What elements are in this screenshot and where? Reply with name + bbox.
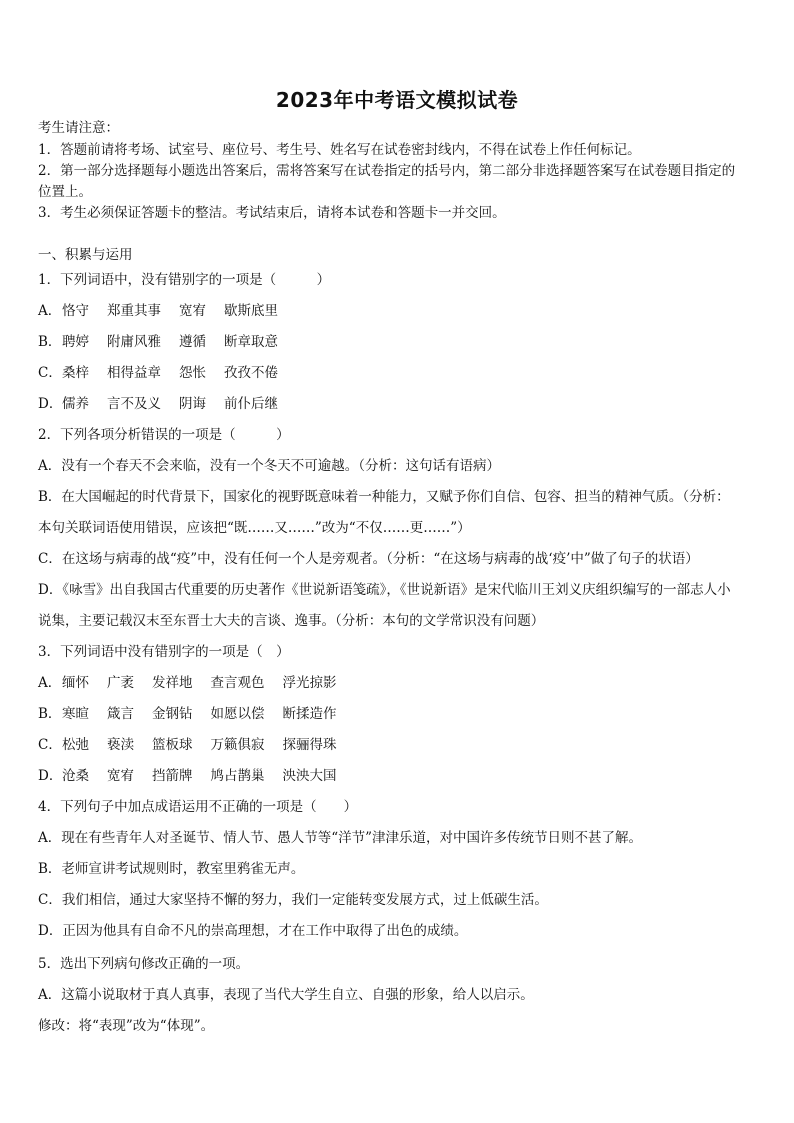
- option-term: 泱泱大国: [282, 768, 337, 784]
- option-term: 广袤: [107, 675, 134, 691]
- option-label: C．: [38, 737, 62, 753]
- option-label: B．: [38, 706, 62, 722]
- option-b: B．在大国崛起的时代背景下，国家化的视野既意味着一种能力，又赋予你们自信、包容、担当的精神气质。（分析：: [38, 489, 730, 505]
- option-label: D．: [38, 396, 63, 412]
- option-term: 宽宥: [107, 768, 134, 784]
- option-term: 寒暄: [62, 706, 89, 722]
- option-term: 浮光掠影: [282, 675, 337, 691]
- option-term: 相得益章: [107, 365, 161, 381]
- option-term: 金钢钻: [152, 706, 193, 722]
- revision-note: 修改：将“表现”改为“体现”。: [38, 1018, 215, 1034]
- question-stem: 1．下列词语中，没有错别字的一项是（ ）: [38, 272, 331, 288]
- option-term: 缅怀: [62, 675, 89, 691]
- option-term: 沧桑: [62, 768, 89, 784]
- option-a: [38, 301, 296, 321]
- option-term: 孜孜不倦: [224, 365, 278, 381]
- notice-item: 2．第一部分选择题每小题选出答案后，需将答案写在试卷指定的括号内，第二部分非选择题答案写在试卷题目指定的: [38, 163, 736, 179]
- notice-heading: 考生请注意：: [38, 120, 119, 136]
- notice-item: 1．答题前请将考场、试室号、座位号、考生号、姓名写在试卷密封线内，不得在试卷上作任何标记。: [38, 142, 641, 158]
- option-term: 言不及义: [107, 396, 161, 412]
- notice-item: 位置上。: [38, 184, 92, 200]
- option-d-continued: 说集，主要记载汉末至东晋士大夫的言谈、逸事。（分析：本句的文学常识没有问题）: [38, 613, 545, 629]
- option-b: B．老师宣讲考试规则时，教室里鸦雀无声。: [38, 861, 305, 877]
- option-c: [38, 735, 355, 755]
- option-term: 万籁俱寂: [210, 737, 265, 753]
- question-stem: 3．下列词语中没有错别字的一项是（ ）: [38, 644, 290, 660]
- option-b-continued: 本句关联词语使用错误，应该把“既……又……”改为“不仅……更……”）: [38, 520, 471, 536]
- option-term: 断章取意: [224, 334, 278, 350]
- option-term: 探骊得珠: [282, 737, 337, 753]
- option-term: 阴诲: [179, 396, 206, 412]
- option-term: 断揉造作: [282, 706, 337, 722]
- option-term: 怨怅: [179, 365, 206, 381]
- option-term: 聘婷: [62, 334, 89, 350]
- option-term: 鸠占鹊巢: [210, 768, 265, 784]
- option-b: [38, 332, 296, 352]
- option-term: 儒养: [62, 396, 89, 412]
- option-label: A．: [38, 303, 62, 319]
- option-term: 查言观色: [210, 675, 265, 691]
- option-term: 附庸风雅: [107, 334, 161, 350]
- option-a: A．没有一个春天不会来临，没有一个冬天不可逾越。（分析：这句话有语病）: [38, 458, 500, 474]
- question-stem: 5．选出下列病句修改正确的一项。: [38, 956, 250, 972]
- option-c: [38, 363, 296, 383]
- question-stem: 2．下列各项分析错误的一项是（ ）: [38, 427, 290, 443]
- option-label: A．: [38, 675, 62, 691]
- option-term: 遵循: [179, 334, 206, 350]
- option-c: C．我们相信，通过大家坚持不懈的努力，我们一定能转变发展方式，过上低碳生活。: [38, 892, 548, 908]
- page-title: 2023年中考语文模拟试卷: [275, 88, 519, 112]
- option-label: C．: [38, 365, 62, 381]
- option-d: [38, 766, 355, 786]
- option-term: 前仆后继: [224, 396, 278, 412]
- option-d: D．《咏雪》出自我国古代重要的历史著作《世说新语笺疏》，《世说新语》是宋代临川王刘义庆组织编写的一部志人小: [38, 582, 731, 598]
- option-label: B．: [38, 334, 62, 350]
- option-term: 如愿以偿: [210, 706, 265, 722]
- option-term: 发祥地: [152, 675, 193, 691]
- option-a: A．这篇小说取材于真人真事，表现了当代大学生自立、自强的形象，给人以启示。: [38, 987, 534, 1003]
- option-d: [38, 394, 296, 414]
- option-term: 郑重其事: [107, 303, 161, 319]
- option-term: 挡箭牌: [152, 768, 193, 784]
- question-stem: 4．下列句子中加点成语运用不正确的一项是（ ）: [38, 799, 358, 815]
- option-c: C．在这场与病毒的战“疫”中，没有任何一个人是旁观者。（分析：“在这场与病毒的战‘疫’中”做了句子的状语）: [38, 551, 699, 567]
- option-term: 箴言: [107, 706, 134, 722]
- option-term: 歇斯底里: [224, 303, 278, 319]
- option-a: A．现在有些青年人对圣诞节、情人节、愚人节等“洋节”津津乐道，对中国许多传统节日则不甚了解。: [38, 830, 643, 846]
- option-term: 篮板球: [152, 737, 193, 753]
- option-a: [38, 673, 355, 693]
- option-term: 亵渎: [107, 737, 134, 753]
- option-b: [38, 704, 355, 724]
- option-d: D．正因为他具有自命不凡的崇高理想，才在工作中取得了出色的成绩。: [38, 923, 468, 939]
- option-label: D．: [38, 768, 63, 784]
- option-term: 恪守: [62, 303, 89, 319]
- option-term: 宽宥: [179, 303, 206, 319]
- notice-item: 3．考生必须保证答题卡的整洁。考试结束后，请将本试卷和答题卡一并交回。: [38, 205, 506, 221]
- option-term: 松弛: [62, 737, 89, 753]
- option-term: 桑梓: [62, 365, 89, 381]
- section-heading: 一、积累与运用: [38, 247, 133, 263]
